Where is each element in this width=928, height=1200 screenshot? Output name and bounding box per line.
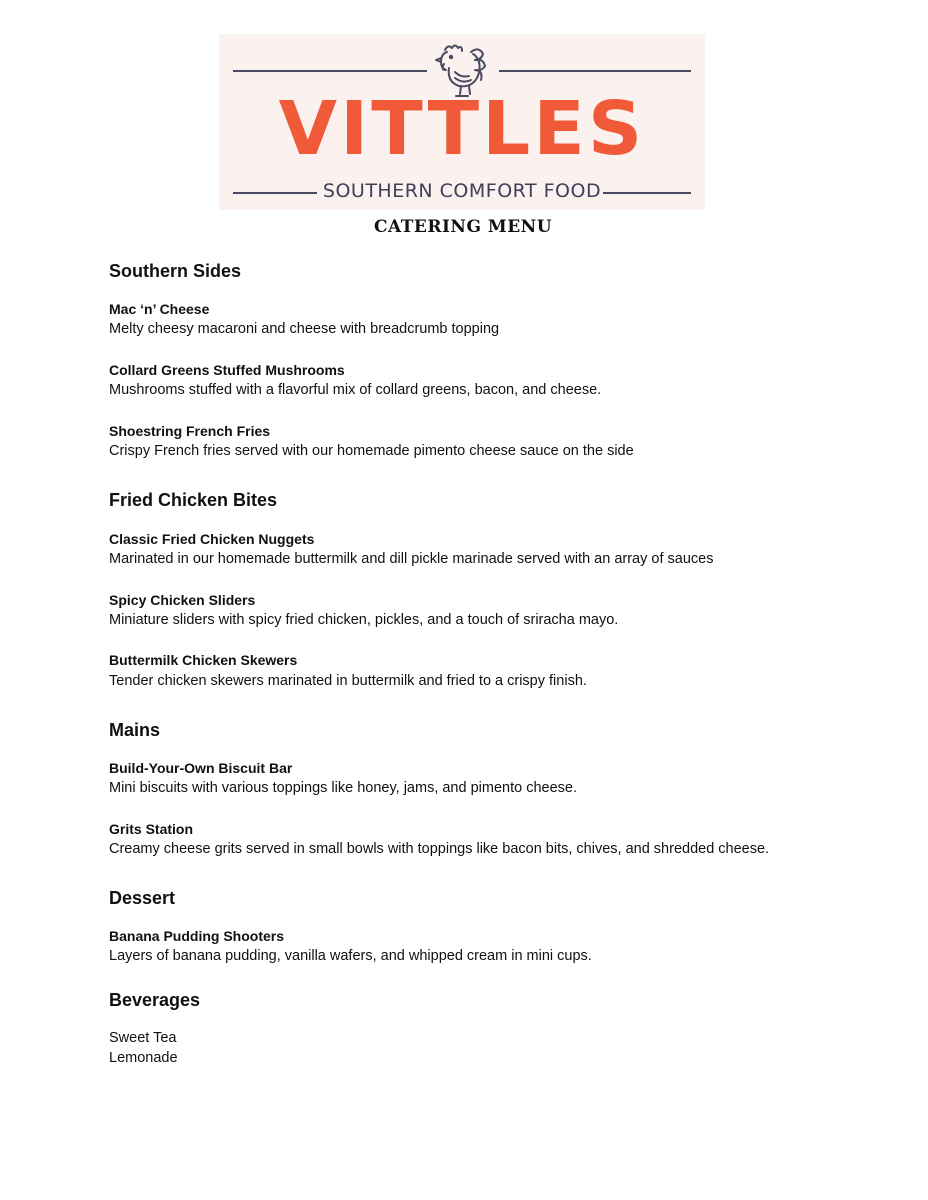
menu-item-name: Collard Greens Stuffed Mushrooms <box>109 362 345 378</box>
logo-wordmark: VITTLES <box>278 86 646 172</box>
beverage-item: Lemonade <box>109 1050 178 1066</box>
menu-item-name: Spicy Chicken Sliders <box>109 592 256 608</box>
logo-tagline: SOUTHERN COMFORT FOOD <box>322 180 602 202</box>
menu-item-description: Creamy cheese grits served in small bowls with toppings like bacon bits, chives, and shredded cheese. <box>109 841 770 857</box>
section-heading: Southern Sides <box>109 261 242 281</box>
menu-item-description: Miniature sliders with spicy fried chicken, pickles, and a touch of sriracha mayo. <box>109 612 619 628</box>
menu-item-description: Marinated in our homemade buttermilk and dill pickle marinade served with an array of sauces <box>109 551 714 567</box>
menu-item-description: Melty cheesy macaroni and cheese with breadcrumb topping <box>109 321 500 337</box>
logo-divider-line <box>233 70 427 72</box>
menu-item-name: Classic Fried Chicken Nuggets <box>109 531 315 547</box>
menu-item-description: Tender chicken skewers marinated in buttermilk and fried to a crispy finish. <box>109 673 587 689</box>
section-heading: Beverages <box>109 990 201 1010</box>
menu-item-description: Layers of banana pudding, vanilla wafers, and whipped cream in mini cups. <box>109 948 592 964</box>
menu-item-name: Banana Pudding Shooters <box>109 928 285 944</box>
menu-item-name: Mac ‘n’ Cheese <box>109 301 210 317</box>
menu-item-name: Build-Your-Own Biscuit Bar <box>109 760 293 776</box>
section-heading: Mains <box>109 720 161 740</box>
logo-divider-line <box>603 192 691 194</box>
logo-divider-line <box>499 70 691 72</box>
menu-item-name: Buttermilk Chicken Skewers <box>109 652 298 668</box>
menu-item-description: Mini biscuits with various toppings like honey, jams, and pimento cheese. <box>109 780 577 796</box>
beverage-item: Sweet Tea <box>109 1030 177 1046</box>
menu-title: CATERING MENU <box>373 217 553 237</box>
menu-item-description: Crispy French fries served with our homemade pimento cheese sauce on the side <box>109 443 634 459</box>
logo <box>219 34 705 210</box>
menu-item-name: Shoestring French Fries <box>109 423 271 439</box>
menu-item-name: Grits Station <box>109 821 194 837</box>
menu-item-description: Mushrooms stuffed with a flavorful mix of collard greens, bacon, and cheese. <box>109 382 602 398</box>
section-heading: Fried Chicken Bites <box>109 490 278 510</box>
section-heading: Dessert <box>109 888 176 908</box>
